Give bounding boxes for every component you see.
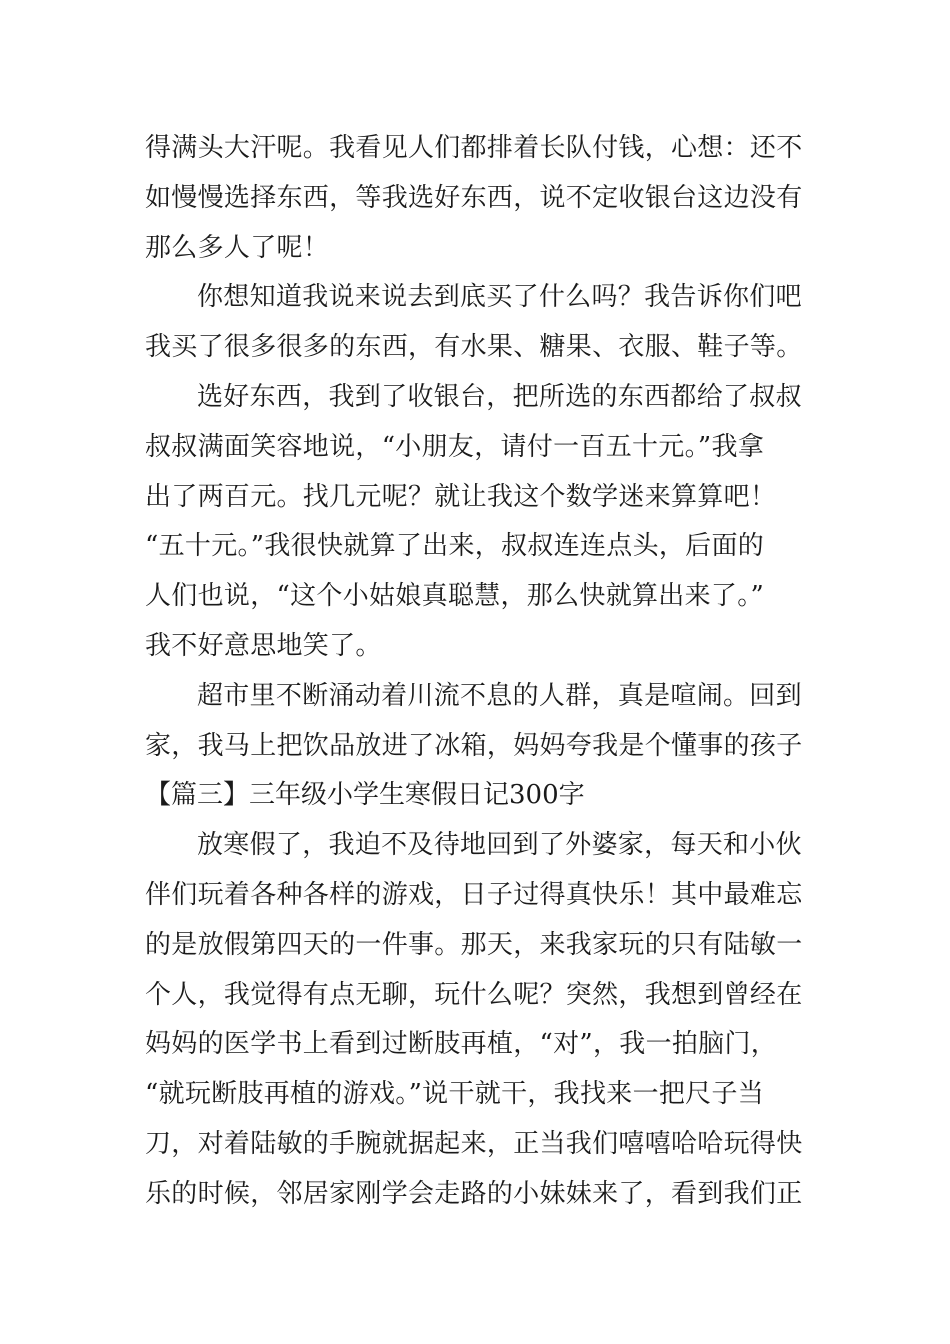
paragraph-first-line: 选好东西，我到了收银台，把所选的东西都给了叔叔	[197, 381, 802, 412]
text-line: 我买了很多很多的东西，有水果、糖果、衣服、鞋子等。	[145, 332, 803, 363]
text-line: 伴们玩着各种各样的游戏，日子过得真快乐！其中最难忘	[145, 879, 803, 910]
text-line: “就玩断肢再植的游戏。”说干就干，我找来一把尺子当	[145, 1079, 765, 1110]
text-line: 叔叔满面笑容地说，“小朋友，请付一百五十元。”我拿	[145, 431, 765, 462]
text-line: 得满头大汗呢。我看见人们都排着长队付钱，心想：还不	[145, 133, 803, 163]
text-line: “五十元。”我很快就算了出来，叔叔连连点头，后面的	[145, 531, 765, 562]
text-line: 妈妈的医学书上看到过断肢再植，“对”，我一拍脑门，	[145, 1029, 778, 1060]
text-line: 那么多人了呢！	[145, 232, 330, 263]
paragraph-first-line: 超市里不断涌动着川流不息的人群，真是喧闹。回到	[197, 680, 802, 711]
text-line: 人们也说，“这个小姑娘真聪慧，那么快就算出来了。”	[145, 581, 765, 612]
text-line: 家，我马上把饮品放进了冰箱，妈妈夸我是个懂事的孩子	[145, 730, 803, 761]
section-heading: 【篇三】三年级小学生寒假日记300字	[145, 780, 585, 811]
text-line: 刀，对着陆敏的手腕就据起来，正当我们嘻嘻哈哈玩得快	[145, 1128, 803, 1159]
text-line: 如慢慢选择东西，等我选好东西，说不定收银台这边没有	[145, 182, 803, 213]
paragraph-first-line: 放寒假了，我迫不及待地回到了外婆家，每天和小伙	[197, 830, 802, 861]
paragraph-first-line: 你想知道我说来说去到底买了什么吗？我告诉你们吧	[197, 282, 802, 313]
document-page	[145, 124, 810, 1220]
text-line: 的是放假第四天的一件事。那天，来我家玩的只有陆敏一	[145, 929, 803, 960]
text-line: 我不好意思地笑了。	[145, 630, 382, 661]
text-line: 出了两百元。找几元呢？就让我这个数学迷来算算吧！	[145, 481, 777, 512]
text-line: 个人，我觉得有点无聊，玩什么呢？突然，我想到曾经在	[145, 979, 803, 1010]
text-line: 乐的时候，邻居家刚学会走路的小妹妹来了，看到我们正	[145, 1178, 803, 1209]
